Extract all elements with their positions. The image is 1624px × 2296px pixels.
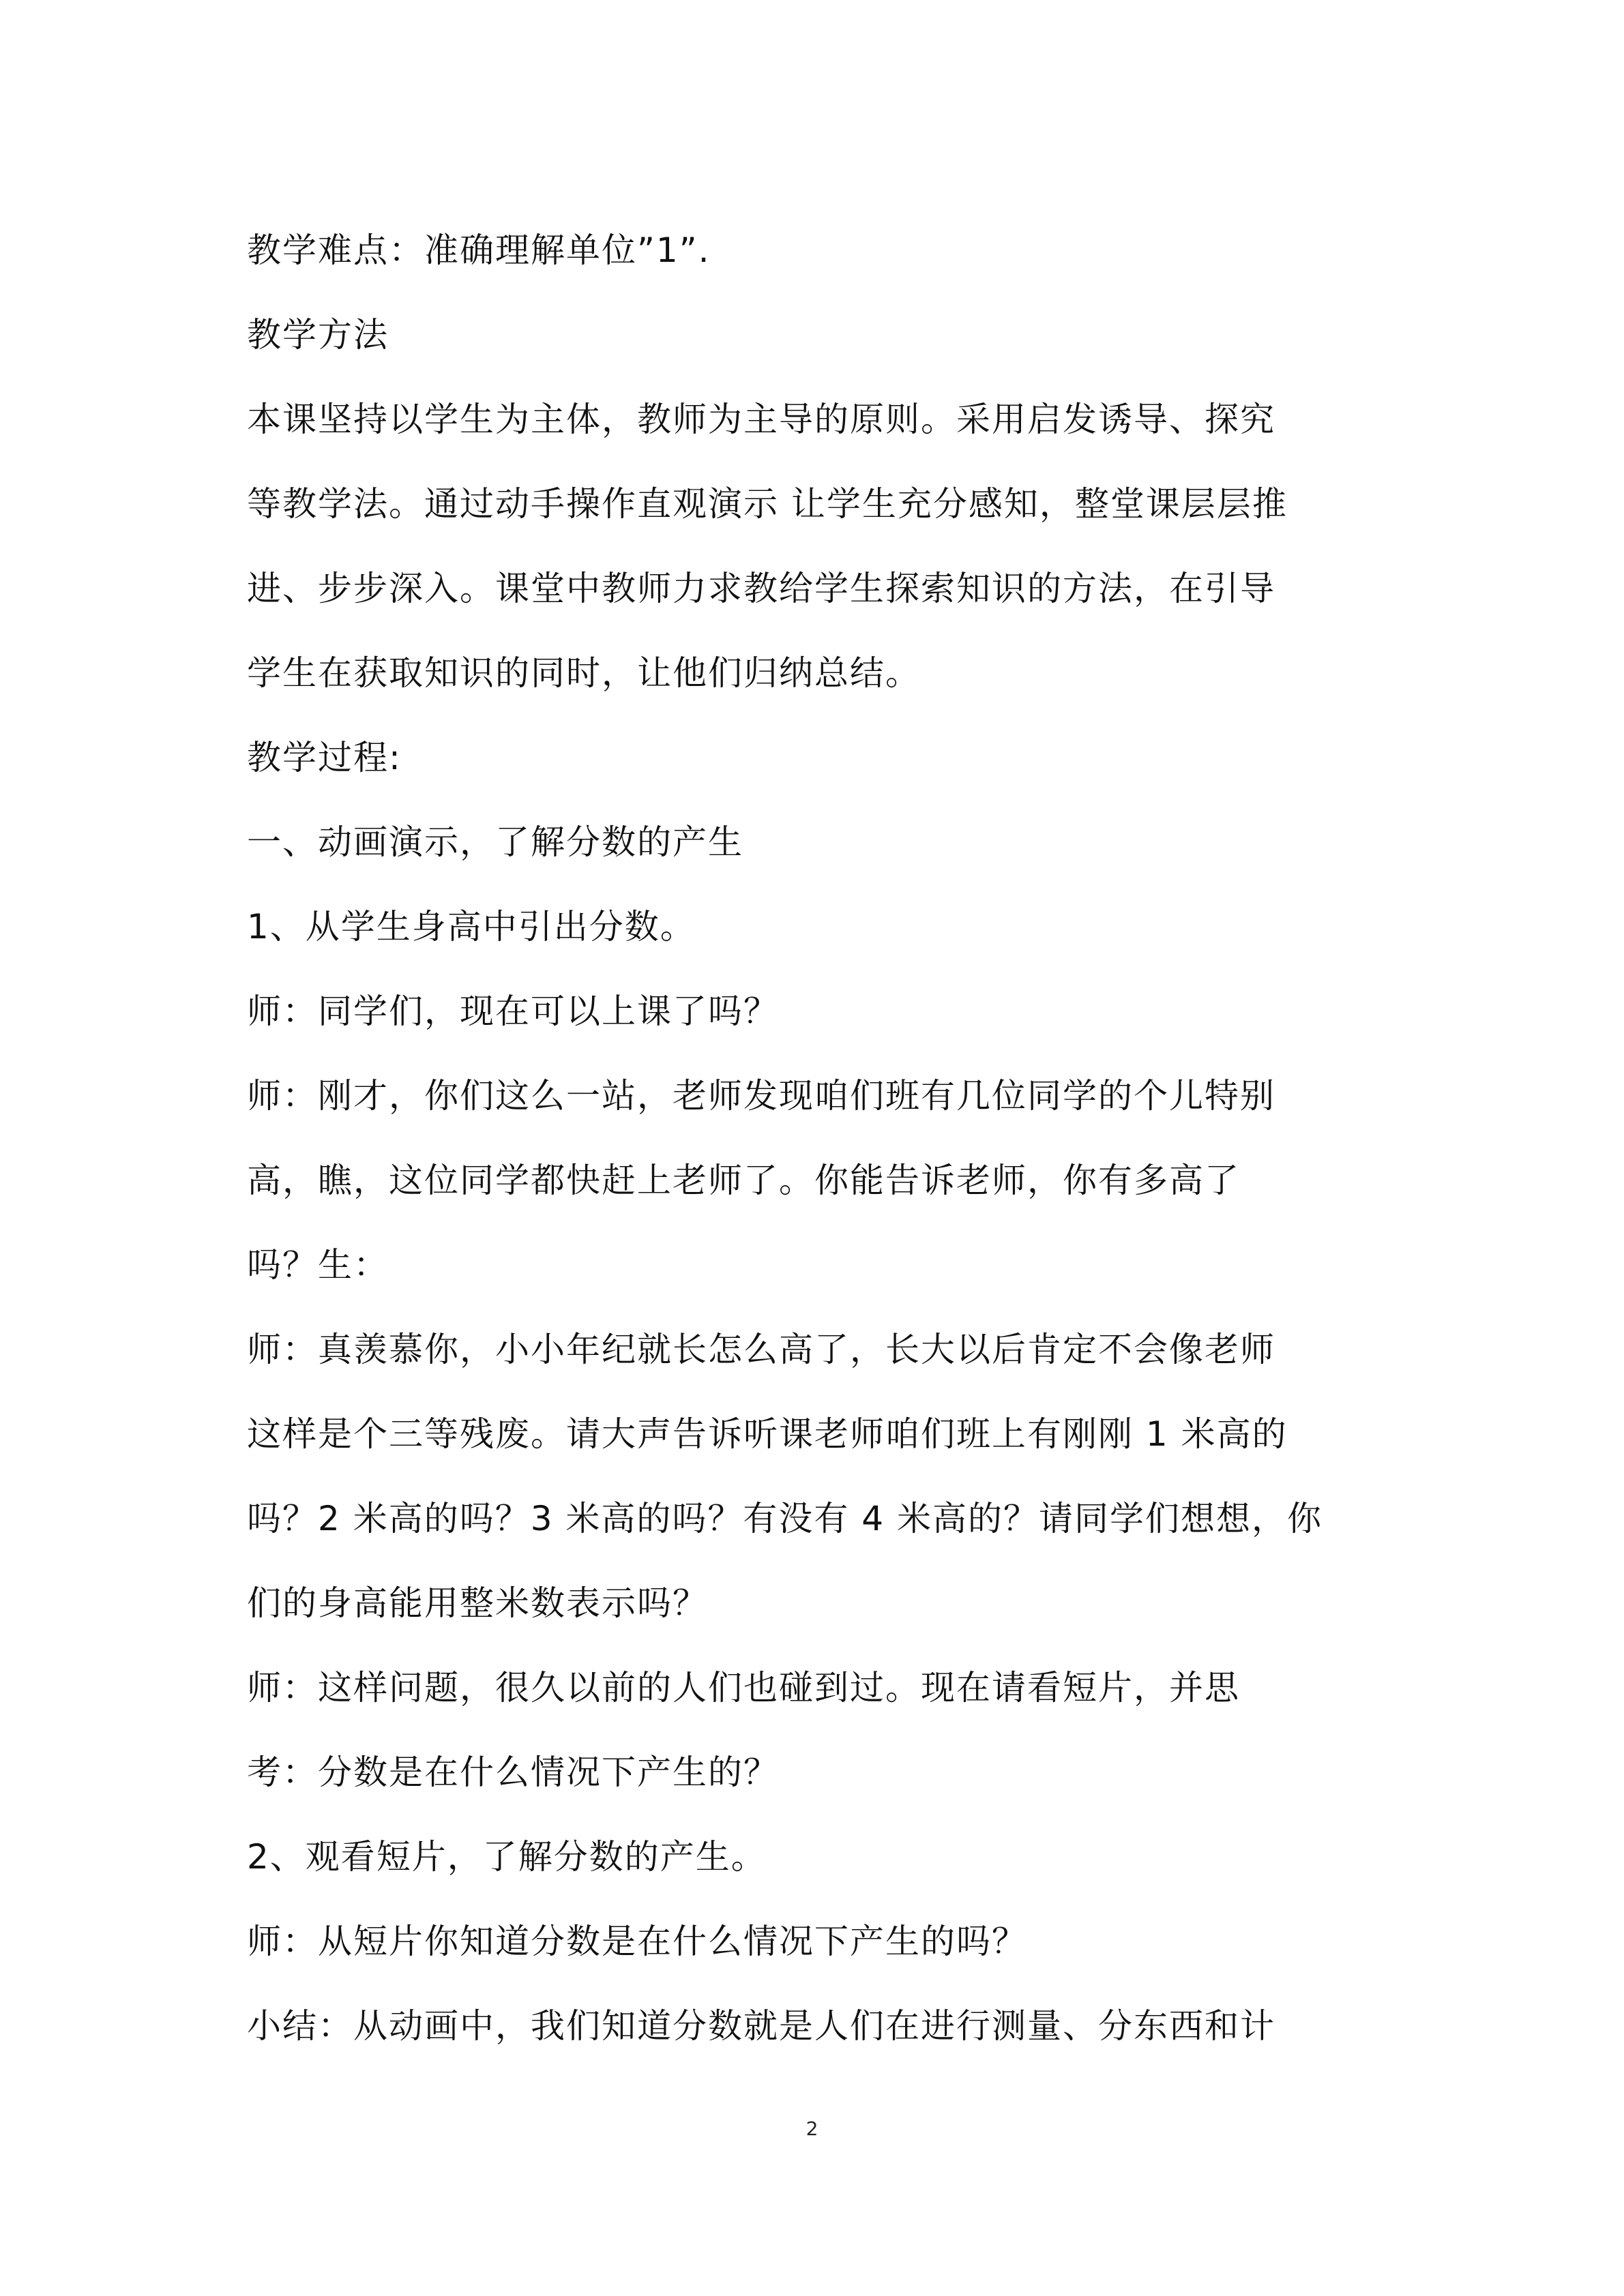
text-line: 师：同学们，现在可以上课了吗？ xyxy=(247,992,779,1031)
text-line: 们的身高能用整米数表示吗？ xyxy=(247,1583,708,1623)
subsection-heading: 1、从学生身高中引出分数。 xyxy=(247,907,696,946)
section-heading: 教学方法 xyxy=(247,315,389,355)
text-line: 师：从短片你知道分数是在什么情况下产生的吗？ xyxy=(247,1922,1027,1961)
text-line: 小结：从动画中，我们知道分数就是人们在进行测量、分东西和计 xyxy=(247,2006,1275,2046)
text-line: 这样是个三等残废。请大声告诉听课老师咱们班上有刚刚 1 米高的 xyxy=(247,1414,1288,1454)
text-line: 教学难点：准确理解单位”1”. xyxy=(247,230,711,270)
text-line: 师：刚才，你们这么一站，老师发现咱们班有几位同学的个儿特别 xyxy=(247,1076,1275,1116)
text-line: 学生在获取知识的同时，让他们归纳总结。 xyxy=(247,653,921,693)
page-number: 2 xyxy=(806,2117,818,2140)
text-line: 考：分数是在什么情况下产生的？ xyxy=(247,1753,779,1792)
document-body xyxy=(247,208,1393,2068)
text-line: 等教学法。通过动手操作直观演示 让学生充分感知，整堂课层层推 xyxy=(247,484,1288,524)
subsection-heading: 2、观看短片，了解分数的产生。 xyxy=(247,1837,767,1877)
text-line: 进、步步深入。课堂中教师力求教给学生探索知识的方法，在引导 xyxy=(247,569,1275,608)
text-line: 本课坚持以学生为主体，教师为主导的原则。采用启发诱导、探究 xyxy=(247,400,1275,439)
section-heading: 教学过程: xyxy=(247,738,402,777)
text-line: 吗？2 米高的吗？3 米高的吗？有没有 4 米高的？请同学们想想，你 xyxy=(247,1499,1323,1538)
text-line: 师：这样问题，很久以前的人们也碰到过。现在请看短片，并思 xyxy=(247,1668,1240,1708)
section-heading: 一、动画演示，了解分数的产生 xyxy=(247,822,743,862)
text-line: 高，瞧，这位同学都快赶上老师了。你能告诉老师，你有多高了 xyxy=(247,1161,1240,1200)
text-line: 吗？生： xyxy=(247,1245,389,1285)
text-line: 师：真羡慕你，小小年纪就长怎么高了，长大以后肯定不会像老师 xyxy=(247,1330,1275,1369)
